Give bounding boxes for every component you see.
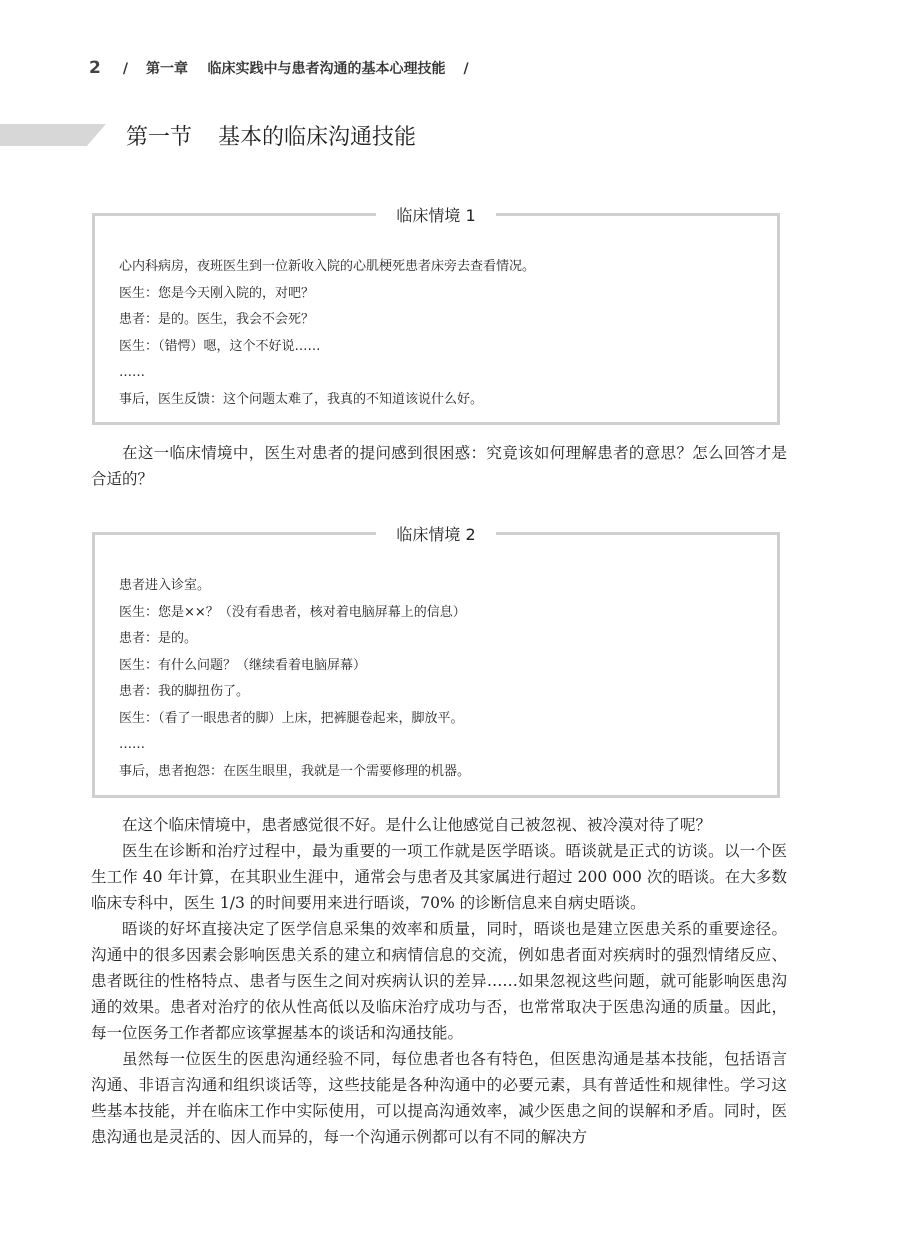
section-title (126, 120, 416, 151)
paragraph: 晤谈的好坏直接决定了医学信息采集的效率和质量，同时，晤谈也是建立医患关系的重要途径。沟通中的很多因素会影响医患关系的建立和病情信息的交流，例如患者面对疾病时的强烈情绪反应、患者既往的性格特点、患者与医生之间对疾病认识的差异……如果忽视这些问题，就可能影响医患沟通的效果。患者对治疗的依从性高低以及临床治疗成功与否，也常常取决于医患沟通的质量。因此，每一位医务工作者都应该掌握基本的谈话和沟通技能。 (91, 920, 787, 1042)
case-line: …… (119, 365, 145, 380)
paragraph-after-case-1 (91, 440, 787, 492)
case-line: 医生：您是今天刚入院的，对吧？ (119, 285, 315, 301)
section-banner-decoration (0, 124, 106, 146)
case-line: 患者进入诊室。 (119, 578, 211, 593)
case-line: 事后，医生反馈：这个问题太难了，我真的不知道该说什么好。 (119, 391, 484, 407)
running-header (89, 58, 469, 78)
case-box-2 (92, 525, 780, 798)
case-line: 医生：有什么问题？（继续看着电脑屏幕） (119, 657, 367, 673)
header-separator: / (122, 61, 128, 77)
page-number: 2 (89, 58, 101, 78)
chapter-label: 第一章 (145, 61, 188, 77)
section-number: 第一节 (126, 125, 193, 150)
case-title-1: 临床情境 1 (95, 203, 777, 226)
case-line: 患者：我的脚扭伤了。 (119, 684, 250, 699)
header-separator-end: / (463, 61, 469, 77)
case-line: 患者：是的。医生，我会不会死？ (119, 312, 315, 327)
paragraph: 在这一临床情境中，医生对患者的提问感到很困惑：究竟该如何理解患者的意思？怎么回答才是合适的？ (91, 444, 787, 488)
main-body-text (91, 812, 787, 1150)
case-title-2: 临床情境 2 (95, 522, 777, 545)
case-line: 医生：（看了一眼患者的脚）上床，把裤腿卷起来，脚放平。 (119, 710, 464, 726)
case-box-1 (92, 206, 780, 425)
paragraph: 在这个临床情境中，患者感觉很不好。是什么让他感觉自己被忽视、被冷漠对待了呢？ (122, 816, 712, 834)
case-line: 心内科病房，夜班医生到一位新收入院的心肌梗死患者床旁去查看情况。 (119, 259, 536, 274)
chapter-title: 临床实践中与患者沟通的基本心理技能 (207, 61, 446, 77)
case-dialogue-2 (119, 573, 767, 785)
paragraph: 医生在诊断和治疗过程中，最为重要的一项工作就是医学晤谈。晤谈就是正式的访谈。以一个医生工作 40 年计算，在其职业生涯中，通常会与患者及其家属进行超过 200 000 次的晤谈。在大多数临床专科中，医生 1/3 的时间要用来进行晤谈，70% 的诊断信息来自病史晤谈。 (91, 842, 787, 912)
case-line: 医生：您是××？（没有看患者，核对着电脑屏幕上的信息） (119, 604, 466, 620)
case-line: 患者：是的。 (119, 631, 198, 646)
case-dialogue-1 (119, 254, 767, 413)
case-line: …… (119, 737, 145, 752)
paragraph: 虽然每一位医生的医患沟通经验不同，每位患者也各有特色，但医患沟通是基本技能，包括语言沟通、非语言沟通和组织谈话等，这些技能是各种沟通中的必要元素，具有普适性和规律性。学习这些基本技能，并在临床工作中实际使用，可以提高沟通效率，减少医患之间的误解和矛盾。同时，医患沟通也是灵活的、因人而异的，每一个沟通示例都可以有不同的解决方 (91, 1050, 787, 1146)
section-name: 基本的临床沟通技能 (218, 125, 417, 150)
case-line: 事后，患者抱怨：在医生眼里，我就是一个需要修理的机器。 (119, 763, 471, 779)
case-line: 医生：（错愕）嗯，这个不好说…… (119, 338, 321, 354)
